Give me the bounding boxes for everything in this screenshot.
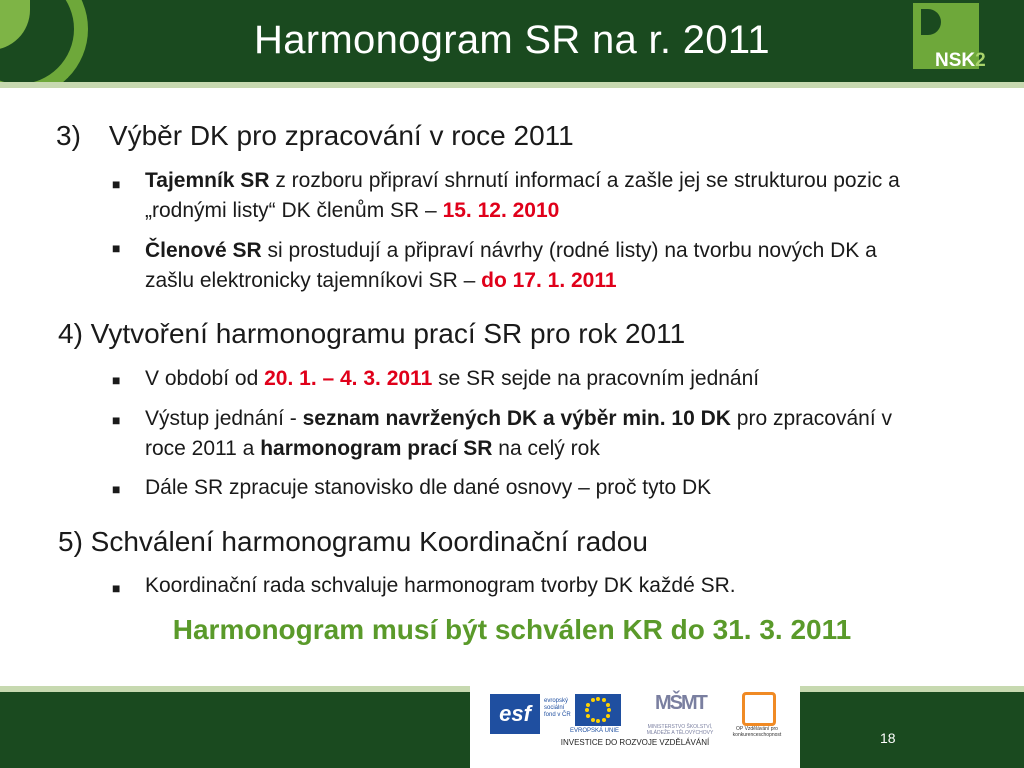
bullet-icon: ■ [112,240,121,256]
eu-star-icon [606,703,610,707]
bullet-text [145,236,905,296]
text-run: z rozboru připraví shrnutí informací a zašle jej se strukturou pozic a „rodnými listy“ DK členům SR – [145,169,900,222]
funding-logos [470,686,800,768]
msmt-logo: MŠMT [655,692,706,714]
text-run: pro zpracování v roce 2011 a [145,407,893,460]
bullet-icon: ■ [112,372,121,388]
bullet-text [145,404,905,464]
section-heading: 5) Schválení harmonogramu Koordinační radou [58,526,648,557]
bullet-icon: ■ [112,176,121,192]
opvk-logo [742,692,776,726]
eu-star-icon [586,714,590,718]
eu-star-icon [596,719,600,723]
deadline-text: 15. 12. 2010 [442,199,560,222]
esf-caption: evropský sociální fond v ČR [544,698,571,718]
emphasis-text: harmonogram prací SR [260,437,493,460]
eu-star-icon [591,698,595,702]
bullet-icon: ■ [112,412,121,428]
text-run: Výstup jednání - [145,407,303,430]
conclusion-text: Harmonogram musí být schválen KR do 31. 3. 2011 [172,614,852,645]
eu-star-icon [602,718,606,722]
eu-star-icon [606,714,610,718]
section-heading: 4) Vytvoření harmonogramu prací SR pro rok 2011 [58,318,686,349]
bullet-icon: ■ [112,580,121,596]
section-heading: 3) Výběr DK pro zpracování v roce 2011 [56,120,574,151]
eu-star-icon [586,703,590,707]
eu-star-icon [591,718,595,722]
eu-star-icon [607,708,611,712]
text-run: na celý rok [492,437,600,460]
bullet-text [145,473,905,503]
text-run: si prostudují a připraví návrhy (rodné listy) na tvorbu nových DK a zašlu elektronicky tajemníkovi SR – [145,239,877,292]
slide-title: Harmonogram SR na r. 2011 [254,18,770,62]
deadline-text: do 17. 1. 2011 [481,269,617,292]
eu-star-icon [596,697,600,701]
text-run: Dále SR zpracuje stanovisko dle dané osnovy – proč tyto DK [145,476,712,499]
bullet-text [145,364,905,394]
eu-caption: EVROPSKÁ UNIE [570,728,620,734]
header-divider [0,82,1024,88]
bullet-text [145,166,905,226]
invest-caption: INVESTICE DO ROZVOJE VZDĚLÁVÁNÍ [560,738,710,747]
text-run: V období od [145,367,265,390]
eu-flag-icon [575,694,621,726]
msmt-caption: MINISTERSTVO ŠKOLSTVÍ, MLÁDEŽE A TĚLOVÝCHOVY [646,724,714,736]
emphasis-text: Členové SR [145,239,262,262]
bullet-text [145,571,905,601]
opvk-caption: OP Vzdělávání pro konkurenceschopnost [732,726,782,738]
text-run: Koordinační rada schvaluje harmonogram tvorby DK každé SR. [145,574,736,597]
nsk2-logo-text: NSK2 [935,50,986,71]
eu-star-icon [585,708,589,712]
deadline-text: 20. 1. – 4. 3. 2011 [264,367,433,390]
page-number: 18 [880,730,896,746]
emphasis-text: seznam navržených DK a výběr min. 10 DK [302,407,731,430]
text-run: se SR sejde na pracovním jednání [432,367,760,390]
emphasis-text: Tajemník SR [145,169,270,192]
header-bar [0,0,1024,82]
bullet-icon: ■ [112,481,121,497]
eu-star-icon [602,698,606,702]
esf-logo: esf [490,694,540,734]
